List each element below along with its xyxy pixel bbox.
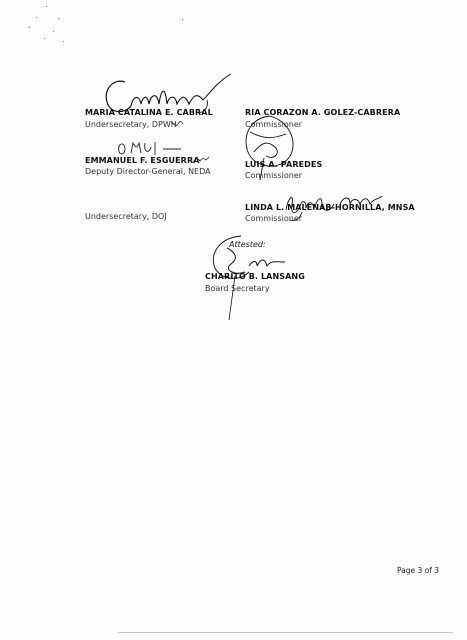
signatory-title-paredes: Commissioner xyxy=(245,171,303,180)
signatory-name-esguerra: EMMANUEL F. ESGUERRA xyxy=(85,156,200,165)
initial-mark-cabral xyxy=(170,118,184,130)
signatory-title-doj: Undersecretary, DOJ xyxy=(85,212,167,221)
attestation-name: CHARITO B. LANSANG xyxy=(205,272,305,281)
signatory-title-hornilla: Commissioner xyxy=(245,214,303,223)
signatory-name-paredes: LUIS A. PAREDES xyxy=(245,160,323,169)
bottom-divider xyxy=(118,632,453,633)
page-number: Page 3 of 3 xyxy=(397,566,440,575)
signatory-name-hornilla: LINDA L. MALENAB-HORNILLA, MNSA xyxy=(245,203,415,212)
signatory-title-cabral: Undersecretary, DPWH xyxy=(85,120,177,129)
attestation-title: Board Secretary xyxy=(205,284,270,293)
attested-label: Attested: xyxy=(229,240,266,249)
signatory-title-esguerra: Deputy Director-General, NEDA xyxy=(85,167,211,176)
signatory-title-golez-cabrera: Commissioner xyxy=(245,120,303,129)
signatory-name-golez-cabrera: RIA CORAZON A. GOLEZ-CABRERA xyxy=(245,108,401,117)
signatory-name-cabral: MARIA CATALINA E. CABRAL xyxy=(85,108,213,117)
initial-mark-esguerra xyxy=(192,156,210,164)
